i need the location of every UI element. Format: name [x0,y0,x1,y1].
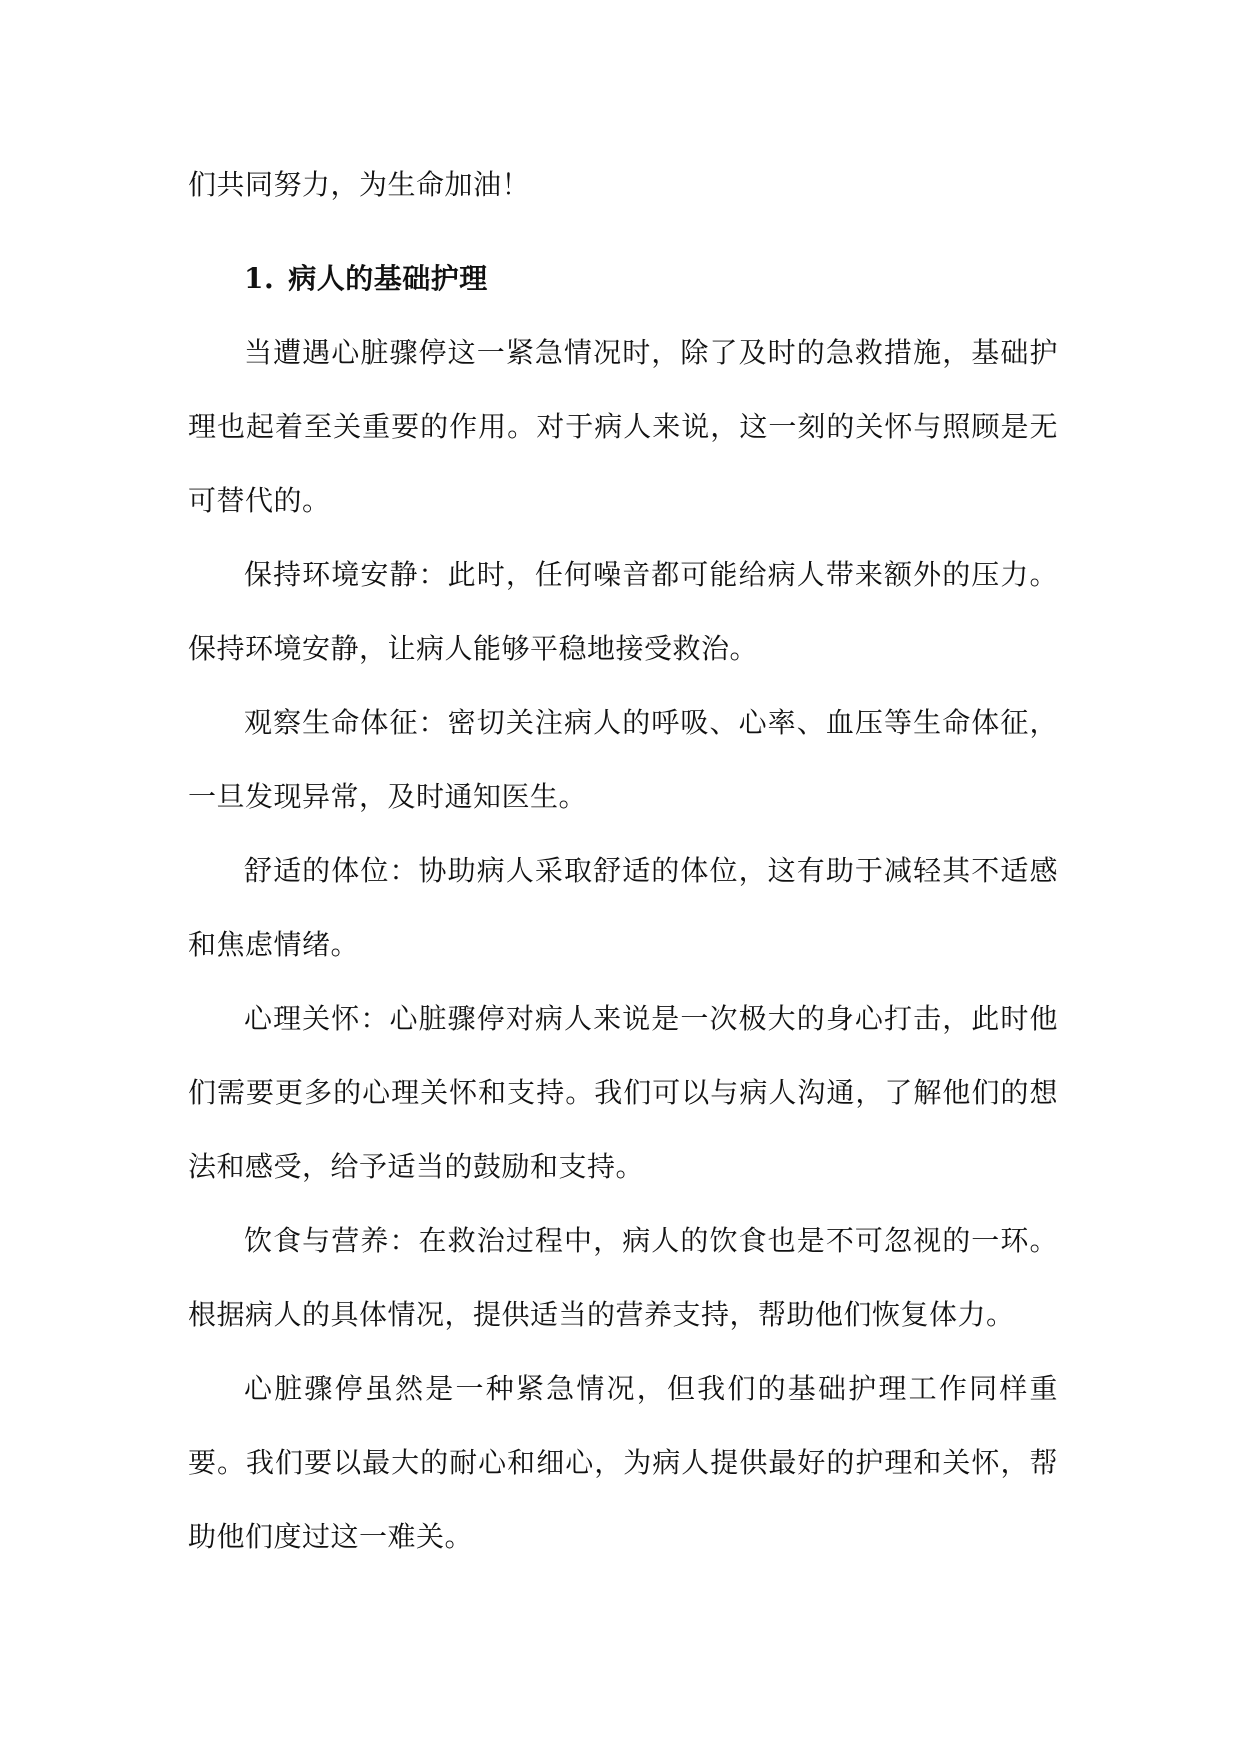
section-number: 1. [244,262,275,295]
paragraph-intro: 当遭遇心脏骤停这一紧急情况时，除了及时的急救措施，基础护理也起着至关重要的作用。对于病人来说，这一刻的关怀与照顾是无可替代的。 [188,336,1058,517]
paragraph-diet-nutrition: 饮食与营养：在救治过程中，病人的饮食也是不可忽视的一环。根据病人的具体情况，提供适当的营养支持，帮助他们恢复体力。 [188,1224,1058,1331]
document-body [188,148,1058,1574]
section-title: 病人的基础护理 [288,262,488,295]
paragraph-psychological-care: 心理关怀：心脏骤停对病人来说是一次极大的身心打击，此时他们需要更多的心理关怀和支持。我们可以与病人沟通，了解他们的想法和感受，给予适当的鼓励和支持。 [188,1002,1058,1183]
continuation-paragraph: 们共同努力，为生命加油！ [188,168,531,201]
paragraph-conclusion: 心脏骤停虽然是一种紧急情况，但我们的基础护理工作同样重要。我们要以最大的耐心和细心，为病人提供最好的护理和关怀，帮助他们度过这一难关。 [188,1372,1058,1553]
paragraph-comfortable-position: 舒适的体位：协助病人采取舒适的体位，这有助于减轻其不适感和焦虑情绪。 [188,854,1058,961]
paragraph-quiet-environment: 保持环境安静：此时，任何噪音都可能给病人带来额外的压力。保持环境安静，让病人能够平稳地接受救治。 [188,558,1058,665]
section-heading [188,242,1058,316]
paragraph-vital-signs: 观察生命体征：密切关注病人的呼吸、心率、血压等生命体征，一旦发现异常，及时通知医生。 [188,706,1058,813]
